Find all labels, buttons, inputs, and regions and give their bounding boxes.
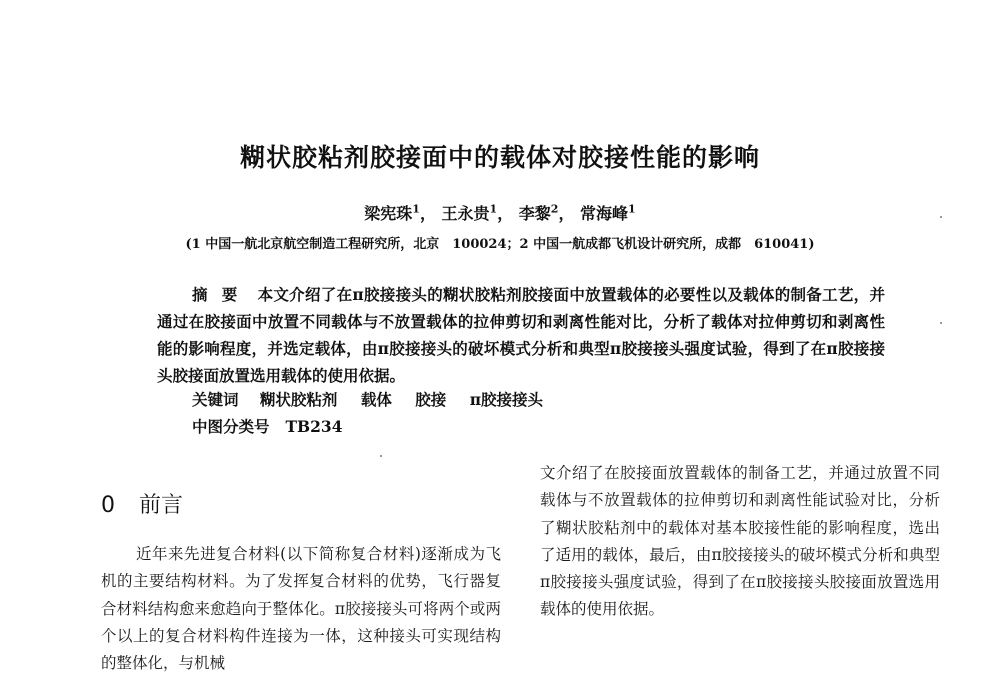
classification-label: 中图分类号 (192, 417, 270, 436)
author-name: 梁宪珠 (364, 204, 413, 223)
classification (192, 415, 343, 437)
abstract-text: 本文介绍了在π胶接接头的糊状胶粘剂胶接面中放置载体的必要性以及载体的制备工艺，并通过在胶接面中放置不同载体与不放置载体的拉伸剪切和剥离性能对比，分析了载体对拉伸剪切和剥离性能的影响程度，并选定载体，由π胶接接头的破坏模式分析和典型π胶接接头强度试验，得到了在π胶接接头胶接面放置选用载体的使用依据。 (157, 285, 885, 385)
body-text-left-column: 近年来先进复合材料(以下简称复合材料)逐渐成为飞机的主要结构材料。为了发挥复合材料的优势，飞行器复合材料结构愈来愈趋向于整体化。π胶接接头可将两个或两个以上的复合材料构件连接为一体，这种接头可实现结构的整体化，与机械 (101, 545, 501, 673)
keyword-item: π胶接接头 (469, 390, 544, 409)
keywords-label: 关键词 (192, 390, 239, 409)
section-title: 前言 (139, 493, 184, 518)
scan-speck (380, 455, 382, 457)
scan-speck (940, 216, 942, 218)
author-name: 常海峰 (580, 204, 629, 223)
section-number: 0 (101, 493, 115, 518)
abstract (157, 281, 885, 389)
keywords (192, 388, 561, 410)
section-heading (101, 488, 183, 519)
author-affiliation-mark: 2 (550, 202, 559, 216)
keyword-item: 胶接 (415, 390, 447, 409)
author-affiliation-mark: 1 (412, 202, 420, 216)
classification-code: TB234 (285, 417, 343, 436)
affiliation: (1 中国一航北京航空制造工程研究所，北京 100024；2 中国一航成都飞机设计研究所，成都 610041) (185, 237, 815, 252)
author-affiliation-mark: 1 (489, 202, 498, 216)
body-text-right-column: 文介绍了在胶接面放置载体的制备工艺，并通过放置不同载体与不放置载体的拉伸剪切和剥离性能试验对比，分析了糊状胶粘剂中的载体对基本胶接性能的影响程度，选出了适用的载体，最后，由π胶接接头的破坏模式分析和典型π胶接接头强度试验，得到了在π胶接接头胶接面放置选用载体的使用依据。 (540, 464, 940, 619)
author-name: 王永贵 (441, 204, 490, 223)
abstract-label: 摘要 (192, 285, 252, 304)
paper-title: 糊状胶粘剂胶接面中的载体对胶接性能的影响 (239, 143, 760, 172)
keyword-item: 载体 (360, 390, 392, 409)
author-affiliation-mark: 1 (628, 202, 636, 216)
author-name: 李黎 (518, 204, 551, 223)
scan-speck (940, 322, 942, 324)
author-list: 梁宪珠$^1$， 王永贵$^1$， 李黎$^2$， 常海峰$^1$ (364, 202, 636, 223)
keyword-item: 糊状胶粘剂 (259, 390, 338, 409)
